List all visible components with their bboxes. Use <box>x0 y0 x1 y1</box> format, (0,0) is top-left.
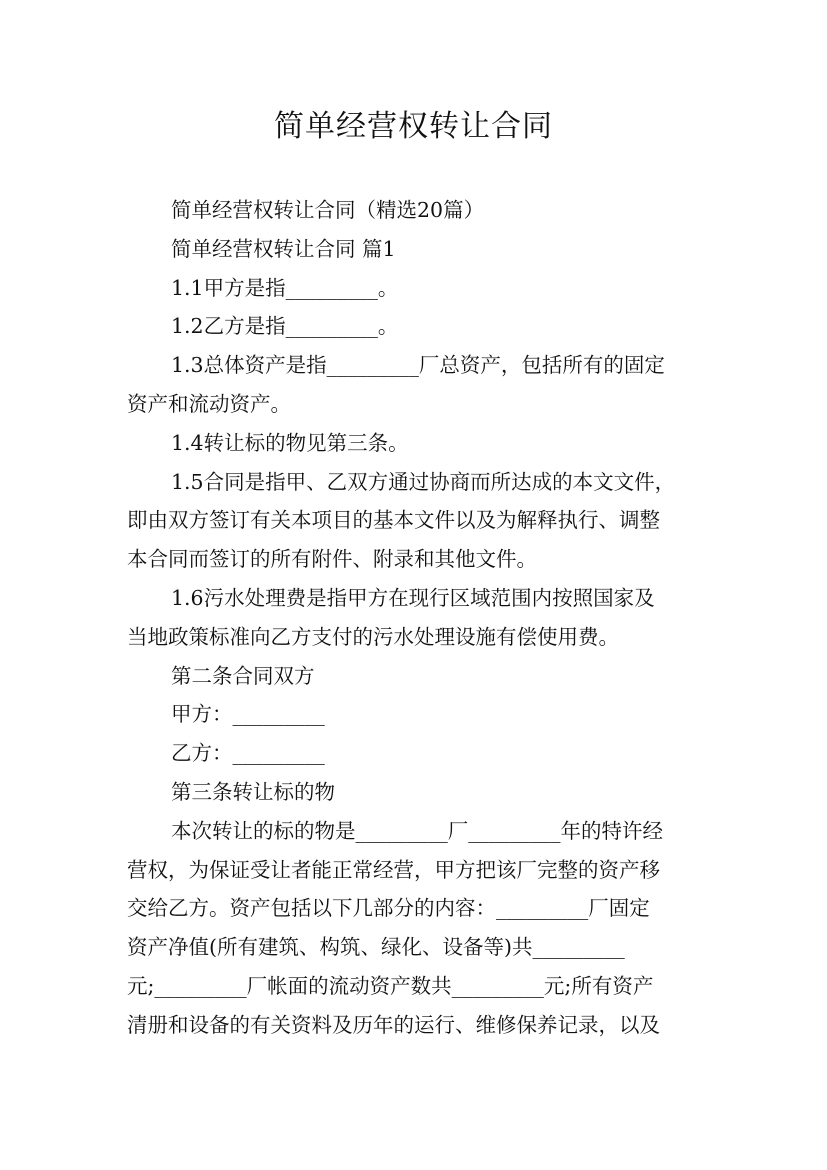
document-line: 1.2乙方是指_________。 <box>171 314 399 339</box>
document-line: 第三条转让标的物 <box>171 779 335 804</box>
document-line: 1.5合同是指甲、乙双方通过协商而所达成的本文文件， <box>171 469 676 494</box>
document-body <box>127 191 707 1045</box>
document-line: 1.1甲方是指_________。 <box>171 275 399 300</box>
document-title: 简单经营权转让合同 <box>274 109 553 144</box>
document-line: 资产净值(所有建筑、构筑、绿化、设备等)共_________ <box>127 935 625 960</box>
document-line: 资产和流动资产。 <box>127 391 291 416</box>
document-line: 交给乙方。资产包括以下几部分的内容：_________厂固定 <box>127 896 650 921</box>
document-line: 1.4转让标的物见第三条。 <box>171 430 409 455</box>
document-line: 1.6污水处理费是指甲方在现行区域范围内按照国家及 <box>171 585 655 610</box>
document-line: 元;_________厂帐面的流动资产数共_________元;所有资产 <box>127 973 654 998</box>
document-line: 甲方：_________ <box>171 702 325 727</box>
document-line: 当地政策标准向乙方支付的污水处理设施有偿使用费。 <box>127 624 619 649</box>
document-line: 简单经营权转让合同（精选20篇） <box>171 198 485 222</box>
document-line: 营权，为保证受让者能正常经营，甲方把该厂完整的资产移 <box>127 857 660 882</box>
document-line: 清册和设备的有关资料及历年的运行、维修保养记录，以及 <box>127 1012 660 1037</box>
document-line: 乙方：_________ <box>171 741 325 766</box>
document-line: 本次转让的标的物是_________厂_________年的特许经 <box>171 818 663 843</box>
document-line: 第二条合同双方 <box>171 663 315 688</box>
document-line: 即由双方签订有关本项目的基本文件以及为解释执行、调整 <box>127 508 660 533</box>
document-line: 1.3总体资产是指_________厂总资产，包括所有的固定 <box>171 353 665 378</box>
document-line: 本合同而签订的所有附件、附录和其他文件。 <box>127 547 537 572</box>
document-line: 简单经营权转让合同 篇1 <box>171 236 396 261</box>
